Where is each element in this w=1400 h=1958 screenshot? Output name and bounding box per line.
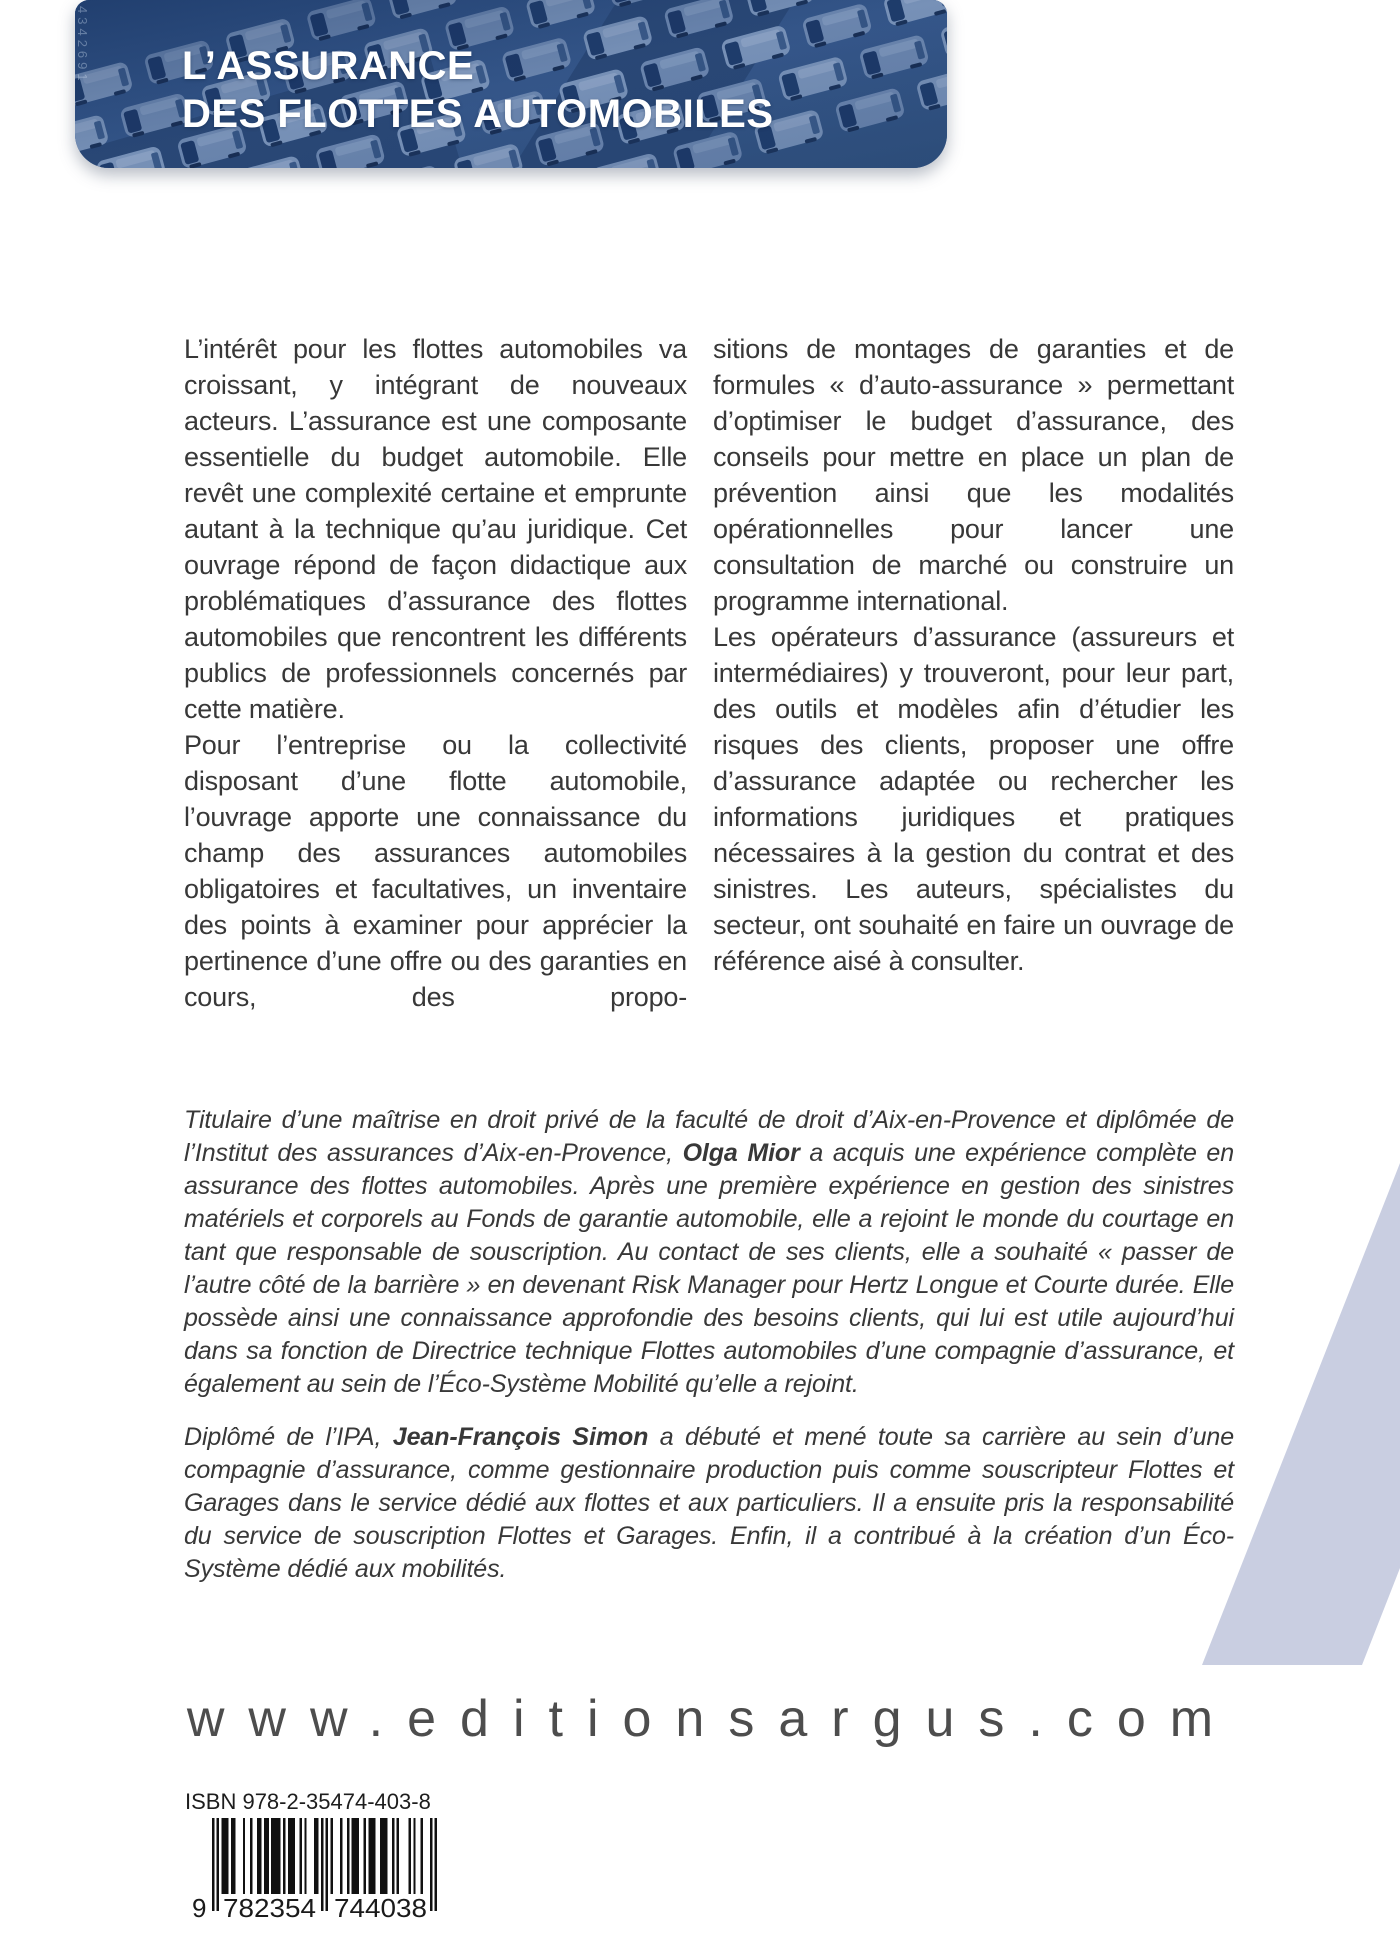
- book-title-line1: L’ASSURANCE: [182, 44, 475, 88]
- bio-text: Diplômé de l’IPA,: [184, 1423, 393, 1451]
- author-name: Jean-François Simon: [392, 1423, 649, 1451]
- ean13-barcode: [186, 1816, 446, 1920]
- author-bio-jean-francois-simon: [184, 1421, 1234, 1586]
- blurb-column-right: [713, 331, 1234, 1015]
- blurb-paragraph-4: Les opérateurs d’assurance (assureurs et intermédiaires) y trouveront, pour leur part, des outils et modèles afin d’étudier les risques des clients, proposer une offre d’assurance adaptée ou rechercher les informations juridiques et pratiques nécessaires à la gestion du contrat et des sinistres. Les auteurs, spécialistes du secteur, ont souhaité en faire un ouvrage de référence aisé à consulter.: [713, 622, 1234, 976]
- bio-text: Titulaire d’une maîtrise en droit privé de la faculté de droit d’Aix-en-Provence et diplômée de l’Institut des assurances d’Aix-en-Provence,: [184, 1106, 1234, 1167]
- back-cover-blurb: [184, 331, 1234, 1015]
- cover-photo-banner: [75, 0, 947, 168]
- book-title-line2: DES FLOTTES AUTOMOBILES: [182, 92, 774, 136]
- author-bios: [184, 1104, 1234, 1586]
- barcode-digits-left: 782354: [223, 1893, 316, 1920]
- blurb-paragraph-1: L’intérêt pour les flottes automobiles va croissant, y intégrant de nouveaux acteurs. L’assurance est une composante essentielle du budget automobile. Elle revêt une complexité certaine et emprunte autant à la technique qu’au juridique. Cet ouvrage répond de façon didactique aux problématiques d’assurance des flottes automobiles que rencontrent les différents publics de professionnels concernés par cette matière.: [184, 334, 687, 724]
- isbn-label: ISBN 978-2-35474-403-8: [185, 1789, 431, 1814]
- blurb-paragraph-3: sitions de montages de garanties et de formules « d’auto-assurance » permettant d’optimiser le budget d’assurance, des conseils pour mettre en place un plan de prévention ainsi que les modalités opérationnelles pour lancer une consultation de marché ou construire un programme international.: [713, 334, 1234, 616]
- publisher-website-url: www.editionsargus.com: [186, 1690, 1238, 1748]
- photo-watermark-digits: 4342691: [75, 6, 90, 85]
- barcode-digit-first: 9: [192, 1893, 207, 1920]
- blurb-paragraph-2: Pour l’entreprise ou la collectivité disposant d’une flotte automobile, l’ouvrage apporte une connaissance du champ des assurances automobiles obligatoires et facultatives, un inventaire des points à examiner pour apprécier la pertinence d’une offre ou des garanties en cours, des propo-: [184, 730, 687, 1012]
- isbn-block: [185, 1790, 446, 1920]
- book-title: [182, 42, 774, 138]
- bio-text: a débuté et mené toute sa carrière au sein d’une compagnie d’assurance, comme gestionnaire production puis comme souscripteur Flottes et Garages dans le service dédié aux flottes et aux particuliers. Il a ensuite pris la responsabilité du service de souscription Flottes et Garages. Enfin, il a contribué à la création d’un Éco-Système dédié aux mobilités.: [184, 1423, 1234, 1583]
- blurb-column-left: [184, 331, 687, 1015]
- bio-text: a acquis une expérience complète en assurance des flottes automobiles. Après une première expérience en gestion des sinistres matériels et corporels au Fonds de garantie automobile, elle a rejoint le monde du courtage en tant que responsable de souscription. Au contact de ses clients, elle a souhaité « passer de l’autre côté de la barrière » en devenant Risk Manager pour Hertz Longue et Courte durée. Elle possède ainsi une connaissance approfondie des besoins clients, qui lui est utile aujourd’hui dans sa fonction de Directrice technique Flottes automobiles d’une compagnie d’assurance, et également au sein de l’Éco-Système Mobilité qu’elle a rejoint.: [184, 1139, 1234, 1398]
- author-name: Olga Mior: [682, 1139, 800, 1167]
- barcode-digits-right: 744038: [334, 1893, 427, 1920]
- author-bio-olga-mior: [184, 1104, 1234, 1401]
